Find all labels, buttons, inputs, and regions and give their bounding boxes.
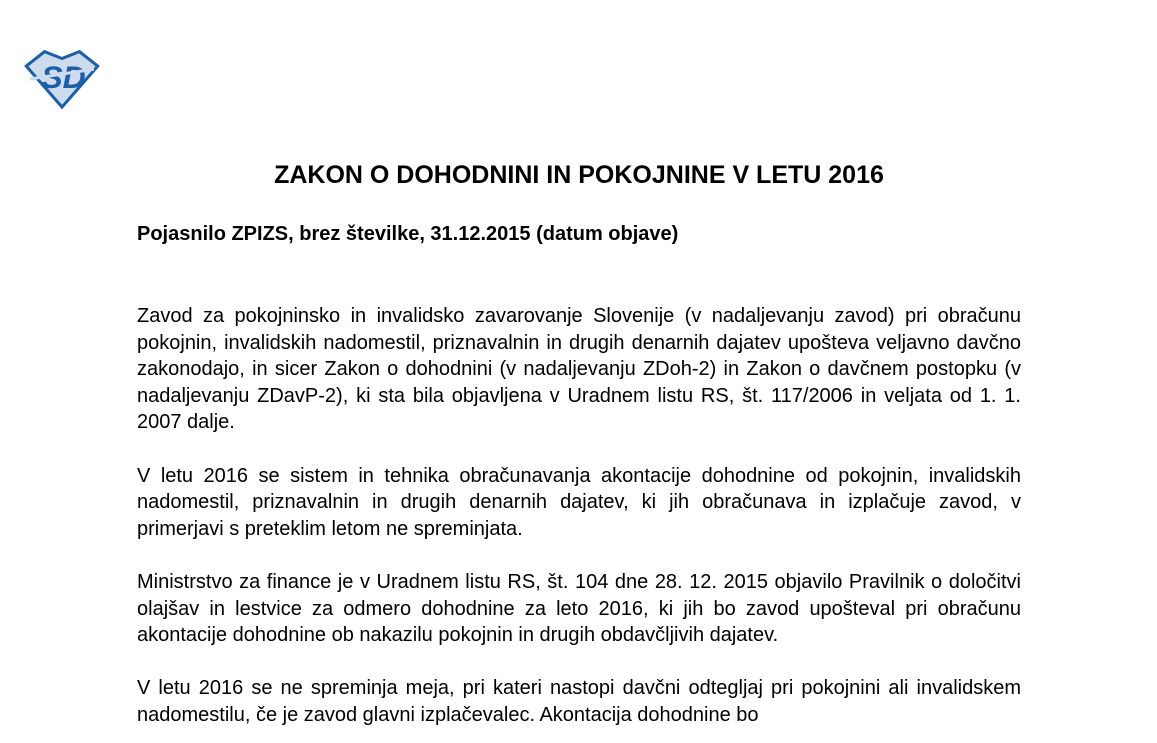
paragraph-intro-zavod: Zavod za pokojninsko in invalidsko zavarovanje Slovenije (v nadaljevanju zavod) pri obračunu pokojnin, invalidskih nadomestil, priznavalnin in drugih denarnih dajatev upošteva veljavno davčno zakonodajo, in sicer Zakon o dohodnini (v nadaljevanju ZDoh-2) in Zakon o davčnem postopku (v nadaljevanju ZDavP-2), ki sta bila objavljena v Uradnem listu RS, št. 117/2006 in veljata od 1. 1. 2007 dalje.	[137, 305, 1021, 434]
document-title: ZAKON O DOHODNINI IN POKOJNINE V LETU 2016	[274, 161, 884, 189]
paragraph-ministrstvo-pravilnik: Ministrstvo za finance je v Uradnem listu RS, št. 104 dne 28. 12. 2015 objavilo Pravilnik o določitvi olajšav in lestvice za odmero dohodnine za leto 2016, ki jih bo zavod upošteval pri obračunu akontacije dohodnine ob nakazilu pokojnin in drugih obdavčljivih dajatev.	[137, 570, 1021, 647]
paragraph-meja-odtegljaj: V letu 2016 se ne spreminja meja, pri kateri nastopi davčni odtegljaj pri pokojnini ali invalidskem nadomestilu, če je zavod glavni izplačevalec. Akontacija dohodnine bo	[137, 677, 1021, 726]
paragraph-sistem-2016: V letu 2016 se sistem in tehnika obračunavanja akontacije dohodnine od pokojnin, invalidskih nadomestil, priznavalnin in drugih denarnih dajatev, ki jih obračunava in izplačuje zavod, v primerjavi s preteklim letom ne spreminjata.	[137, 464, 1021, 540]
sd-diamond-logo-icon	[24, 48, 100, 110]
document-body	[137, 303, 1021, 743]
logo-letters: SD	[41, 59, 86, 96]
document-subtitle: Pojasnilo ZPIZS, brez številke, 31.12.2015 (datum objave)	[137, 223, 679, 245]
